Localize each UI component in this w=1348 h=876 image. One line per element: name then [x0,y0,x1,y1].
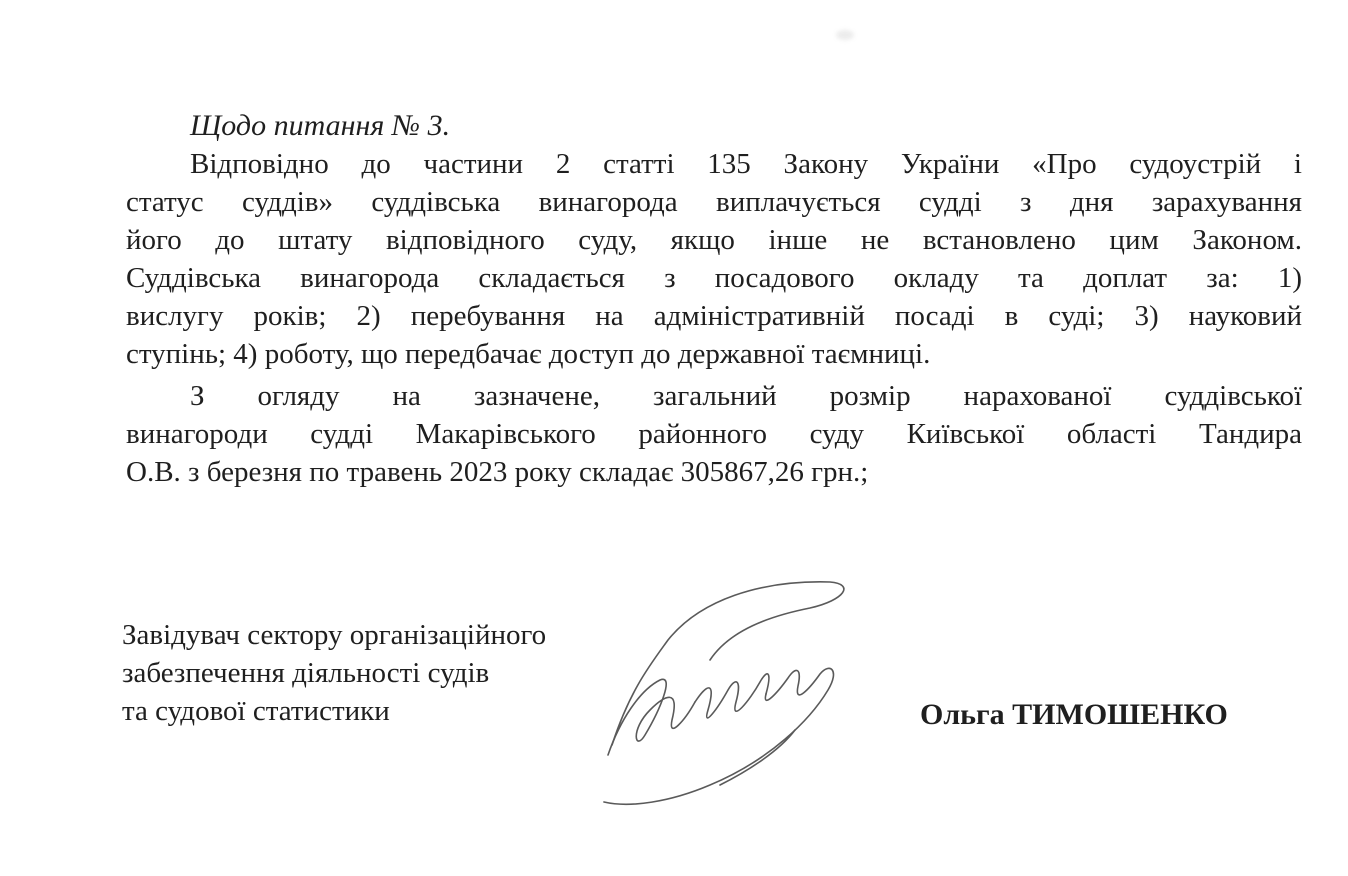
signature-stroke [695,674,769,718]
signer-name: Ольга ТИМОШЕНКО [920,698,1228,731]
paragraph2-line-2: винагороди судді Макарівського районного суду Київської області Тандира [126,418,1302,450]
paragraph2-line-3: О.В. з березня по травень 2023 року складає 305867,26 грн.; [126,456,869,488]
paragraph1-line-4: Суддівська винагорода складається з посадового окладу та доплат за: 1) [126,262,1302,294]
signature-stroke [604,668,833,804]
signatory-position [122,616,546,730]
paragraph2-line-1: З огляду на зазначене, загальний розмір нарахованої суддівської [190,380,1302,412]
paragraph1-line-2: статус суддів» суддівська винагорода виплачується судді з дня зарахування [126,186,1302,218]
paragraph1-line-1: Відповідно до частини 2 статті 135 Закону України «Про судоустрій і [190,148,1302,180]
question-heading: Щодо питання № 3. [190,109,451,142]
position-line-2: забезпечення діяльності судів [122,657,490,689]
signature-stroke [612,582,844,745]
position-line-3: та судової статистики [122,695,390,727]
paragraph1-line-6: ступінь; 4) роботу, що передбачає доступ до державної таємниці. [126,338,931,370]
paragraph1-line-5: вислугу років; 2) перебування на адміністративній посаді в суді; 3) науковий [126,300,1302,332]
signature-stroke [608,679,695,755]
signature-stroke [720,730,795,785]
position-line-1: Завідувач сектору організаційного [122,619,547,651]
handwritten-signature [590,570,860,820]
scan-artifact [836,30,854,40]
paragraph1-line-3: його до штату відповідного суду, якщо інше не встановлено цим Законом. [126,224,1302,256]
